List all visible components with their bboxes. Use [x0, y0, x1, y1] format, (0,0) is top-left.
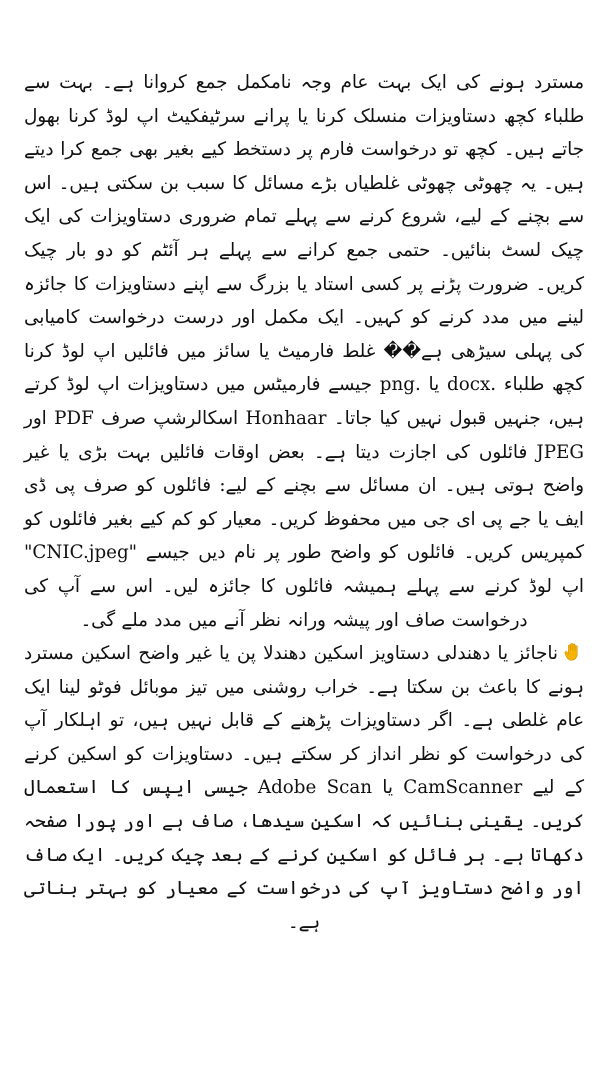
paragraph-rejection-reasons: مسترد ہونے کی ایک بہت عام وجہ نامکمل جمع کروانا ہے۔ بہت سے طلباء کچھ دستاویزات منسلک کرنا یا پرانے سرٹیفکیٹ اپ لوڈ کرنا بھول جاتے ہیں۔ کچھ تو درخواست فارم پر دستخط کیے بغیر بھی جمع کرا دیتے ہیں۔ یہ چھوٹی چھوٹی غلطیاں بڑے مسائل کا سبب بن سکتی ہیں۔ اس سے بچنے کے لیے، شروع کرنے سے پہلے تمام ضروری دستاویزات کی ایک چیک لسٹ بنائیں۔ حتمی جمع کرانے سے پہلے ہر آئٹم کو دو بار چیک کریں۔ ضرورت پڑنے پر کسی استاد یا بزرگ سے اپنے دستاویزات کا جائزہ لینے میں مدد کرنے کو کہیں۔ ایک مکمل اور درست درخواست کامیابی کی پہلی سیڑھی ہے�� غلط فارمیٹ یا سائز میں فائلیں اپ لوڈ کرنا کچھ طلباء .docx یا .png جیسے فارمیٹس میں دستاویزات اپ لوڈ کرتے ہیں، جنہیں قبول نہیں کیا جاتا۔ Honhaar اسکالرشپ صرف PDF اور JPEG فائلوں کی اجازت دیتا ہے۔ بعض اوقات فائلیں بہت بڑی یا غیر واضح ہوتی ہیں۔ ان مسائل سے بچنے کے لیے: فائلوں کو صرف پی ڈی ایف یا جے پی ای جی میں محفوظ کریں۔ معیار کو کم کیے بغیر فائلوں کو کمپریس کریں۔ فائلوں کو واضح طور پر نام دیں جیسے "CNIC.jpeg" اپ لوڈ کرنے سے پہلے ہمیشہ فائلوں کا جائزہ لیں۔ اس سے آپ کی درخواست صاف اور پیشہ ورانہ نظر آنے میں مدد ملے گی۔: [24, 72, 585, 631]
raised-hand-icon: [562, 641, 584, 663]
document-body: [24, 66, 584, 939]
paragraph-blurry-scans: [24, 637, 584, 939]
paragraph-blurry-scans-text: ناجائز یا دھندلی دستاویز اسکین دھندلا پن یا غیر واضح اسکین مسترد ہونے کا باعث بن سکتا ہے۔ خراب روشنی میں تیز موبائل فوٹو لینا ایک عام غلطی ہے۔ اگر دستاویزات پڑھنے کے قابل نہیں ہیں، تو اہلکار آپ کی درخواست کو نظر انداز کر سکتے ہیں۔ دستاویزات کو اسکین کرنے کے لیے CamScanner یا Adobe Scan جیسی ایپس کا استعمال کریں۔ یقینی بنائیں کہ اسکین سیدھا، صاف ہے اور پورا صفحہ دکھاتا ہے۔ ہر فائل کو اسکین کرنے کے بعد چیک کریں۔ ایک صاف اور واضح دستاویز آپ کی درخواست کے معیار کو بہتر بناتی ہے۔: [24, 643, 584, 933]
